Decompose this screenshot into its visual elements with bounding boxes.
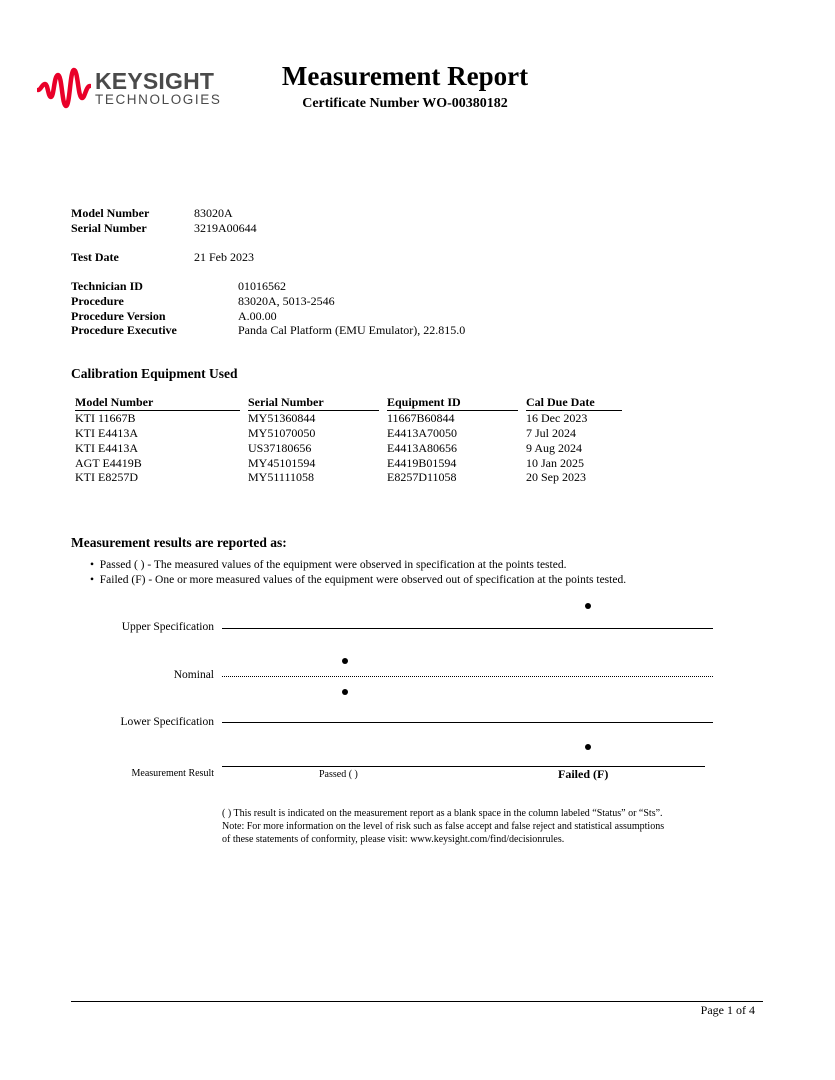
test-date-value: 21 Feb 2023 (194, 250, 254, 264)
procedure-executive-label: Procedure Executive (71, 323, 177, 337)
table-cell: MY51111058 (248, 470, 314, 484)
col-header-equipment-id: Equipment ID (387, 395, 461, 409)
note-line-3: of these statements of conformity, please visit: www.keysight.com/find/decisionrules. (222, 834, 565, 845)
result-baseline (222, 766, 705, 767)
passed-term: Passed ( ) - (99, 559, 152, 571)
table-cell: US37180656 (248, 441, 312, 455)
model-number-label: Model Number (71, 206, 150, 220)
passed-description: The measured values of the equipment were observed in specification at the points tested. (151, 559, 567, 571)
table-cell: MY51360844 (248, 411, 316, 425)
failed-result-label: Failed (F) (558, 767, 609, 781)
nominal-label: Nominal (173, 669, 214, 681)
table-cell: 16 Dec 2023 (526, 411, 588, 425)
table-cell: KTI E4413A (75, 441, 138, 455)
results-heading: Measurement results are reported as: (71, 535, 287, 550)
passed-bullet (90, 559, 566, 571)
procedure-executive-value: Panda Cal Platform (EMU Emulator), 22.815.0 (238, 323, 466, 337)
technician-id-label: Technician ID (71, 279, 143, 293)
table-cell: E4413A70050 (387, 426, 457, 440)
failed-description: One or more measured values of the equipment were observed out of specification at the points tested. (152, 574, 627, 586)
table-cell: E4419B01594 (387, 456, 457, 470)
test-date-label: Test Date (71, 250, 119, 264)
table-cell: KTI E4413A (75, 426, 138, 440)
upper-spec-line (222, 628, 713, 629)
report-title: Measurement Report (281, 61, 529, 91)
measurement-point-passed-high (342, 658, 348, 664)
technician-id-value: 01016562 (238, 279, 286, 293)
equipment-section-title: Calibration Equipment Used (71, 366, 238, 381)
lower-spec-line (222, 722, 713, 723)
table-cell: KTI 11667B (75, 411, 136, 425)
lower-spec-label: Lower Specification (120, 716, 214, 728)
table-cell: MY45101594 (248, 456, 316, 470)
table-cell: AGT E4419B (75, 456, 142, 470)
upper-spec-label: Upper Specification (121, 621, 214, 633)
table-cell: E8257D11058 (387, 470, 457, 484)
measurement-point-passed-low (342, 689, 348, 695)
bullet-icon: • (90, 559, 95, 571)
certificate-number: Certificate Number WO-00380182 (302, 96, 508, 111)
col-header-serial: Serial Number (248, 395, 324, 409)
bullet-icon: • (90, 574, 95, 586)
procedure-label: Procedure (71, 294, 124, 308)
col-header-cal-due: Cal Due Date (526, 395, 595, 409)
note-line-1: ( ) This result is indicated on the measurement report as a blank space in the column labeled “Status” or “Sts”. (222, 808, 663, 819)
note-line-2: Note: For more information on the level of risk such as false accept and false reject and statistical assumptions (222, 821, 665, 832)
table-cell: KTI E8257D (75, 470, 138, 484)
measurement-point-failed-low (585, 744, 591, 750)
keysight-logo (37, 66, 222, 110)
serial-number-value: 3219A00644 (194, 221, 257, 235)
passed-result-label: Passed ( ) (319, 769, 358, 780)
col-header-model: Model Number (75, 395, 154, 409)
table-cell: E4413A80656 (387, 441, 457, 455)
measurement-point-failed-high (585, 603, 591, 609)
failed-bullet (90, 574, 626, 586)
measurement-result-label: Measurement Result (131, 768, 214, 779)
brand-subtitle: TECHNOLOGIES (95, 92, 222, 107)
procedure-version-value: A.00.00 (238, 309, 277, 323)
procedure-value: 83020A, 5013-2546 (238, 294, 335, 308)
table-cell: 11667B60844 (387, 411, 455, 425)
table-cell: 10 Jan 2025 (526, 456, 584, 470)
procedure-version-label: Procedure Version (71, 309, 166, 323)
nominal-line (222, 676, 713, 677)
table-cell: 9 Aug 2024 (526, 441, 583, 455)
keysight-wave-icon (37, 66, 91, 110)
footer-divider (71, 1001, 763, 1002)
table-cell: 20 Sep 2023 (526, 470, 586, 484)
brand-name: KEYSIGHT (95, 68, 215, 94)
model-number-value: 83020A (194, 206, 233, 220)
page-number: Page 1 of 4 (700, 1003, 755, 1017)
failed-term: Failed (F) - (99, 574, 153, 586)
table-cell: 7 Jul 2024 (526, 426, 577, 440)
table-cell: MY51070050 (248, 426, 316, 440)
serial-number-label: Serial Number (71, 221, 147, 235)
